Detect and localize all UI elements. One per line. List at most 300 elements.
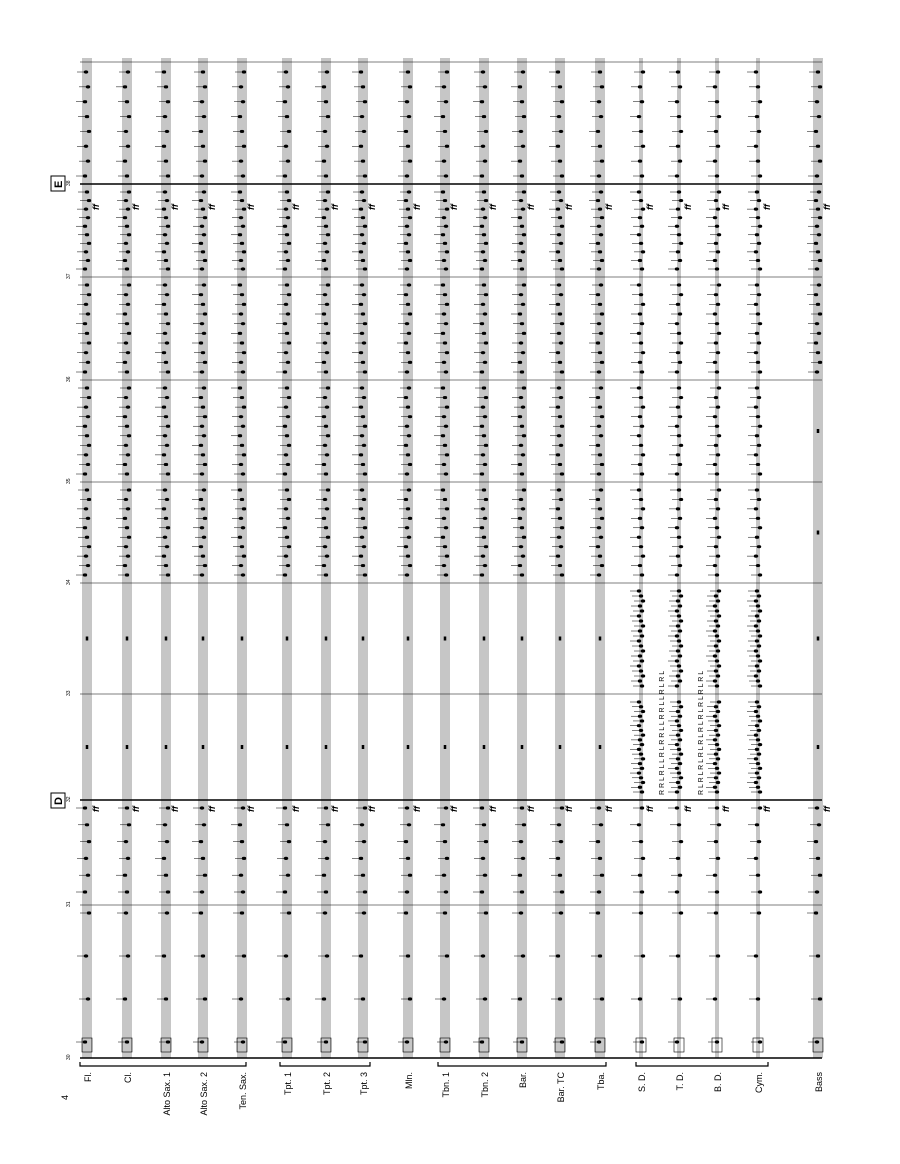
note-head xyxy=(239,415,243,418)
note-head xyxy=(556,406,560,409)
note-head xyxy=(714,498,718,501)
note-head xyxy=(518,312,522,315)
note-head xyxy=(408,259,412,262)
note-head xyxy=(166,174,170,177)
note-head xyxy=(521,406,525,409)
note-head xyxy=(521,250,525,253)
note-head xyxy=(324,425,328,428)
note-head xyxy=(758,634,762,637)
note-head xyxy=(445,250,449,253)
note-head xyxy=(163,536,167,539)
note-head xyxy=(637,589,641,592)
note-head xyxy=(756,415,760,418)
note-head xyxy=(814,840,818,843)
note-head xyxy=(557,386,561,389)
note-head xyxy=(755,589,759,592)
note-head xyxy=(817,115,821,118)
note-head xyxy=(445,857,449,860)
note-head xyxy=(325,857,329,860)
note-head xyxy=(816,70,820,73)
note-head xyxy=(85,488,89,491)
note-head xyxy=(640,790,644,793)
dynamic-mark: ff xyxy=(822,806,832,812)
note-head xyxy=(715,225,719,228)
note-head xyxy=(675,659,679,662)
note-head xyxy=(637,614,641,617)
note-head xyxy=(560,573,564,576)
whole-rest xyxy=(483,637,485,641)
note-head xyxy=(126,250,130,253)
note-head xyxy=(560,526,564,529)
note-head xyxy=(558,463,562,466)
note-head xyxy=(641,145,645,148)
dynamic-mark: ff xyxy=(207,806,217,812)
note-head xyxy=(124,130,128,133)
note-head xyxy=(640,684,644,687)
note-head xyxy=(641,674,645,677)
note-head xyxy=(519,840,523,843)
note-head xyxy=(126,70,130,73)
note-head xyxy=(363,322,367,325)
dynamic-mark: ff xyxy=(604,204,614,210)
note-head xyxy=(520,225,524,228)
note-head xyxy=(124,911,128,914)
note-head xyxy=(557,536,561,539)
note-head xyxy=(405,472,409,475)
note-head xyxy=(443,911,447,914)
note-head xyxy=(519,130,523,133)
note-head xyxy=(639,242,643,245)
note-head xyxy=(287,199,291,202)
dynamic-mark: ff xyxy=(683,204,693,210)
note-head xyxy=(520,472,524,475)
note-head xyxy=(199,498,203,501)
note-head xyxy=(284,250,288,253)
note-head xyxy=(363,174,367,177)
note-head xyxy=(324,526,328,529)
note-head xyxy=(125,322,129,325)
note-head xyxy=(123,216,127,219)
note-head xyxy=(203,415,207,418)
note-head xyxy=(818,85,822,88)
note-head xyxy=(678,786,682,789)
note-head xyxy=(715,322,719,325)
note-head xyxy=(323,911,327,914)
note-head xyxy=(637,283,641,286)
note-head xyxy=(518,564,522,567)
note-head xyxy=(637,700,641,703)
note-head xyxy=(756,786,760,789)
note-head xyxy=(815,267,819,270)
note-head xyxy=(756,312,760,315)
note-head xyxy=(404,498,408,501)
dynamic-mark: ff xyxy=(170,806,180,812)
note-head xyxy=(484,545,488,548)
note-head xyxy=(163,190,167,193)
note-head xyxy=(444,1040,448,1043)
note-head xyxy=(480,225,484,228)
note-head xyxy=(240,130,244,133)
note-head xyxy=(717,724,721,727)
note-head xyxy=(324,322,328,325)
note-head xyxy=(716,757,720,760)
note-head xyxy=(675,425,679,428)
note-head xyxy=(560,322,564,325)
note-head xyxy=(407,386,411,389)
note-head xyxy=(201,453,205,456)
note-head xyxy=(445,351,449,354)
note-head xyxy=(675,322,679,325)
note-head xyxy=(286,874,290,877)
note-head xyxy=(716,954,720,957)
note-head xyxy=(482,283,486,286)
note-head xyxy=(600,361,604,364)
note-head xyxy=(757,293,761,296)
note-head xyxy=(287,130,291,133)
note-head xyxy=(599,434,603,437)
note-head xyxy=(480,425,484,428)
note-head xyxy=(638,160,642,163)
note-head xyxy=(442,517,446,520)
note-head xyxy=(285,488,289,491)
note-head xyxy=(755,283,759,286)
note-head xyxy=(640,634,644,637)
note-head xyxy=(404,444,408,447)
note-head xyxy=(166,267,170,270)
note-head xyxy=(201,351,205,354)
note-head xyxy=(755,700,759,703)
dynamic-mark: ff xyxy=(762,204,772,210)
instrument-label: Alto Sax. 2 xyxy=(199,1072,209,1116)
note-head xyxy=(520,573,524,576)
note-head xyxy=(124,199,128,202)
note-head xyxy=(600,160,604,163)
note-head xyxy=(715,634,719,637)
note-head xyxy=(714,130,718,133)
note-head xyxy=(758,370,762,373)
note-head xyxy=(639,840,643,843)
note-head xyxy=(679,242,683,245)
note-head xyxy=(522,115,526,118)
whole-rest xyxy=(165,637,167,641)
note-head xyxy=(714,729,718,732)
note-head xyxy=(676,649,680,652)
note-head xyxy=(757,545,761,548)
note-head xyxy=(125,267,129,270)
note-head xyxy=(754,734,758,737)
note-head xyxy=(84,954,88,957)
note-head xyxy=(679,911,683,914)
note-head xyxy=(238,233,242,236)
note-head xyxy=(85,386,89,389)
note-head xyxy=(241,322,245,325)
note-head xyxy=(757,705,761,708)
note-head xyxy=(676,674,680,677)
note-head xyxy=(126,208,130,211)
note-head xyxy=(522,386,526,389)
note-head xyxy=(482,233,486,236)
note-head xyxy=(814,242,818,245)
note-head xyxy=(716,145,720,148)
note-head xyxy=(676,250,680,253)
note-head xyxy=(240,396,244,399)
note-head xyxy=(326,115,330,118)
note-head xyxy=(715,609,719,612)
note-head xyxy=(363,1040,367,1043)
dynamic-mark: ff xyxy=(645,806,655,812)
note-head xyxy=(285,283,289,286)
note-head xyxy=(407,233,411,236)
note-head xyxy=(201,208,205,211)
note-head xyxy=(597,526,601,529)
dynamic-mark: ff xyxy=(488,806,498,812)
whole-rest xyxy=(817,745,819,749)
note-head xyxy=(325,507,329,510)
note-head xyxy=(202,488,206,491)
note-head xyxy=(717,823,721,826)
note-head xyxy=(483,160,487,163)
note-head xyxy=(484,293,488,296)
note-head xyxy=(324,225,328,228)
note-head xyxy=(640,659,644,662)
note-head xyxy=(679,199,683,202)
note-head xyxy=(480,1040,484,1043)
note-head xyxy=(83,573,87,576)
note-head xyxy=(757,396,761,399)
note-head xyxy=(83,100,87,103)
note-head xyxy=(287,293,291,296)
note-head xyxy=(405,225,409,228)
note-head xyxy=(817,823,821,826)
note-head xyxy=(127,488,131,491)
note-head xyxy=(408,216,412,219)
note-head xyxy=(480,890,484,893)
note-head xyxy=(560,472,564,475)
note-head xyxy=(324,890,328,893)
note-head xyxy=(360,386,364,389)
note-head xyxy=(240,199,244,202)
note-head xyxy=(715,790,719,793)
note-head xyxy=(480,370,484,373)
note-head xyxy=(816,145,820,148)
page-number: 4 xyxy=(60,1094,70,1100)
note-head xyxy=(638,715,642,718)
note-head xyxy=(600,85,604,88)
note-head xyxy=(361,517,365,520)
whole-rest xyxy=(86,745,88,749)
instrument-label: Tpt. 1 xyxy=(283,1072,293,1096)
note-head xyxy=(757,199,761,202)
note-head xyxy=(201,507,205,510)
note-head xyxy=(87,498,91,501)
note-head xyxy=(360,115,364,118)
note-head xyxy=(164,997,168,1000)
note-head xyxy=(200,267,204,270)
note-head xyxy=(814,199,818,202)
note-head xyxy=(85,536,89,539)
note-head xyxy=(717,664,721,667)
note-head xyxy=(757,644,761,647)
note-head xyxy=(757,911,761,914)
note-head xyxy=(484,444,488,447)
note-head xyxy=(445,303,449,306)
note-head xyxy=(519,293,523,296)
note-head xyxy=(818,361,822,364)
note-head xyxy=(756,259,760,262)
note-head xyxy=(283,267,287,270)
note-head xyxy=(162,145,166,148)
whole-rest xyxy=(362,637,364,641)
note-head xyxy=(86,564,90,567)
note-head xyxy=(521,351,525,354)
note-head xyxy=(637,724,641,727)
note-head xyxy=(442,463,446,466)
note-head xyxy=(639,619,643,622)
note-head xyxy=(285,823,289,826)
note-head xyxy=(283,425,287,428)
note-head xyxy=(166,890,170,893)
note-head xyxy=(86,259,90,262)
instrument-label: Alto Sax. 1 xyxy=(162,1072,172,1116)
dynamic-mark: ff xyxy=(526,204,536,210)
note-head xyxy=(83,267,87,270)
note-head xyxy=(676,303,680,306)
note-head xyxy=(755,771,759,774)
note-head xyxy=(639,669,643,672)
whole-rest xyxy=(444,745,446,749)
note-head xyxy=(716,781,720,784)
note-head xyxy=(323,444,327,447)
note-head xyxy=(519,199,523,202)
note-head xyxy=(203,997,207,1000)
note-head xyxy=(163,386,167,389)
note-head xyxy=(816,208,820,211)
note-head xyxy=(678,216,682,219)
note-head xyxy=(362,199,366,202)
note-head xyxy=(599,190,603,193)
note-head xyxy=(675,267,679,270)
note-head xyxy=(199,130,203,133)
note-head xyxy=(83,425,87,428)
note-head xyxy=(240,911,244,914)
note-head xyxy=(757,242,761,245)
note-head xyxy=(679,776,683,779)
note-head xyxy=(199,911,203,914)
note-head xyxy=(283,1040,287,1043)
note-head xyxy=(754,453,758,456)
dynamic-mark: ff xyxy=(526,806,536,812)
note-head xyxy=(599,536,603,539)
note-head xyxy=(83,370,87,373)
note-head xyxy=(481,70,485,73)
note-head xyxy=(640,743,644,746)
note-head xyxy=(677,488,681,491)
note-head xyxy=(324,573,328,576)
note-head xyxy=(640,322,644,325)
measure-numbers xyxy=(66,180,72,1060)
note-head xyxy=(519,911,523,914)
note-head xyxy=(518,160,522,163)
note-head xyxy=(360,332,364,335)
note-head xyxy=(637,488,641,491)
note-head xyxy=(713,679,717,682)
note-head xyxy=(405,322,409,325)
note-head xyxy=(363,425,367,428)
instrument-label: Fl. xyxy=(83,1072,93,1082)
note-head xyxy=(239,874,243,877)
note-head xyxy=(638,738,642,741)
note-head xyxy=(127,233,131,236)
note-head xyxy=(322,216,326,219)
note-head xyxy=(238,283,242,286)
note-head xyxy=(285,233,289,236)
note-head xyxy=(757,776,761,779)
note-head xyxy=(637,332,641,335)
note-head xyxy=(715,267,719,270)
note-head xyxy=(559,293,563,296)
note-head xyxy=(518,874,522,877)
note-head xyxy=(558,259,562,262)
dynamic-mark: ff xyxy=(330,806,340,812)
note-head xyxy=(239,85,243,88)
note-head xyxy=(239,361,243,364)
note-head xyxy=(241,267,245,270)
note-head xyxy=(597,890,601,893)
note-head xyxy=(325,70,329,73)
sticking-row-1: R R L R L L R L R R L L R R L L R L R L xyxy=(659,670,666,795)
note-head xyxy=(640,425,644,428)
note-head xyxy=(242,70,246,73)
note-head xyxy=(322,874,326,877)
note-head xyxy=(126,857,130,860)
note-head xyxy=(598,406,602,409)
note-head xyxy=(404,911,408,914)
note-head xyxy=(755,332,759,335)
whole-rest xyxy=(286,745,288,749)
note-head xyxy=(756,160,760,163)
note-head xyxy=(444,573,448,576)
note-head xyxy=(363,267,367,270)
note-head xyxy=(360,434,364,437)
note-head xyxy=(754,351,758,354)
note-head xyxy=(162,70,166,73)
note-head xyxy=(756,216,760,219)
note-head xyxy=(163,434,167,437)
note-head xyxy=(481,303,485,306)
note-head xyxy=(559,911,563,914)
note-head xyxy=(163,488,167,491)
note-head xyxy=(408,874,412,877)
note-head xyxy=(359,453,363,456)
note-head xyxy=(758,684,762,687)
note-head xyxy=(201,857,205,860)
note-head xyxy=(677,190,681,193)
note-head xyxy=(480,174,484,177)
note-head xyxy=(519,396,523,399)
note-head xyxy=(716,70,720,73)
note-head xyxy=(359,145,363,148)
note-head xyxy=(408,312,412,315)
note-head xyxy=(127,115,131,118)
rehearsal-mark-e xyxy=(51,176,65,191)
note-head xyxy=(818,160,822,163)
note-head xyxy=(166,322,170,325)
note-head xyxy=(756,629,760,632)
note-head xyxy=(716,649,720,652)
note-head xyxy=(363,472,367,475)
note-head xyxy=(84,303,88,306)
note-head xyxy=(716,674,720,677)
